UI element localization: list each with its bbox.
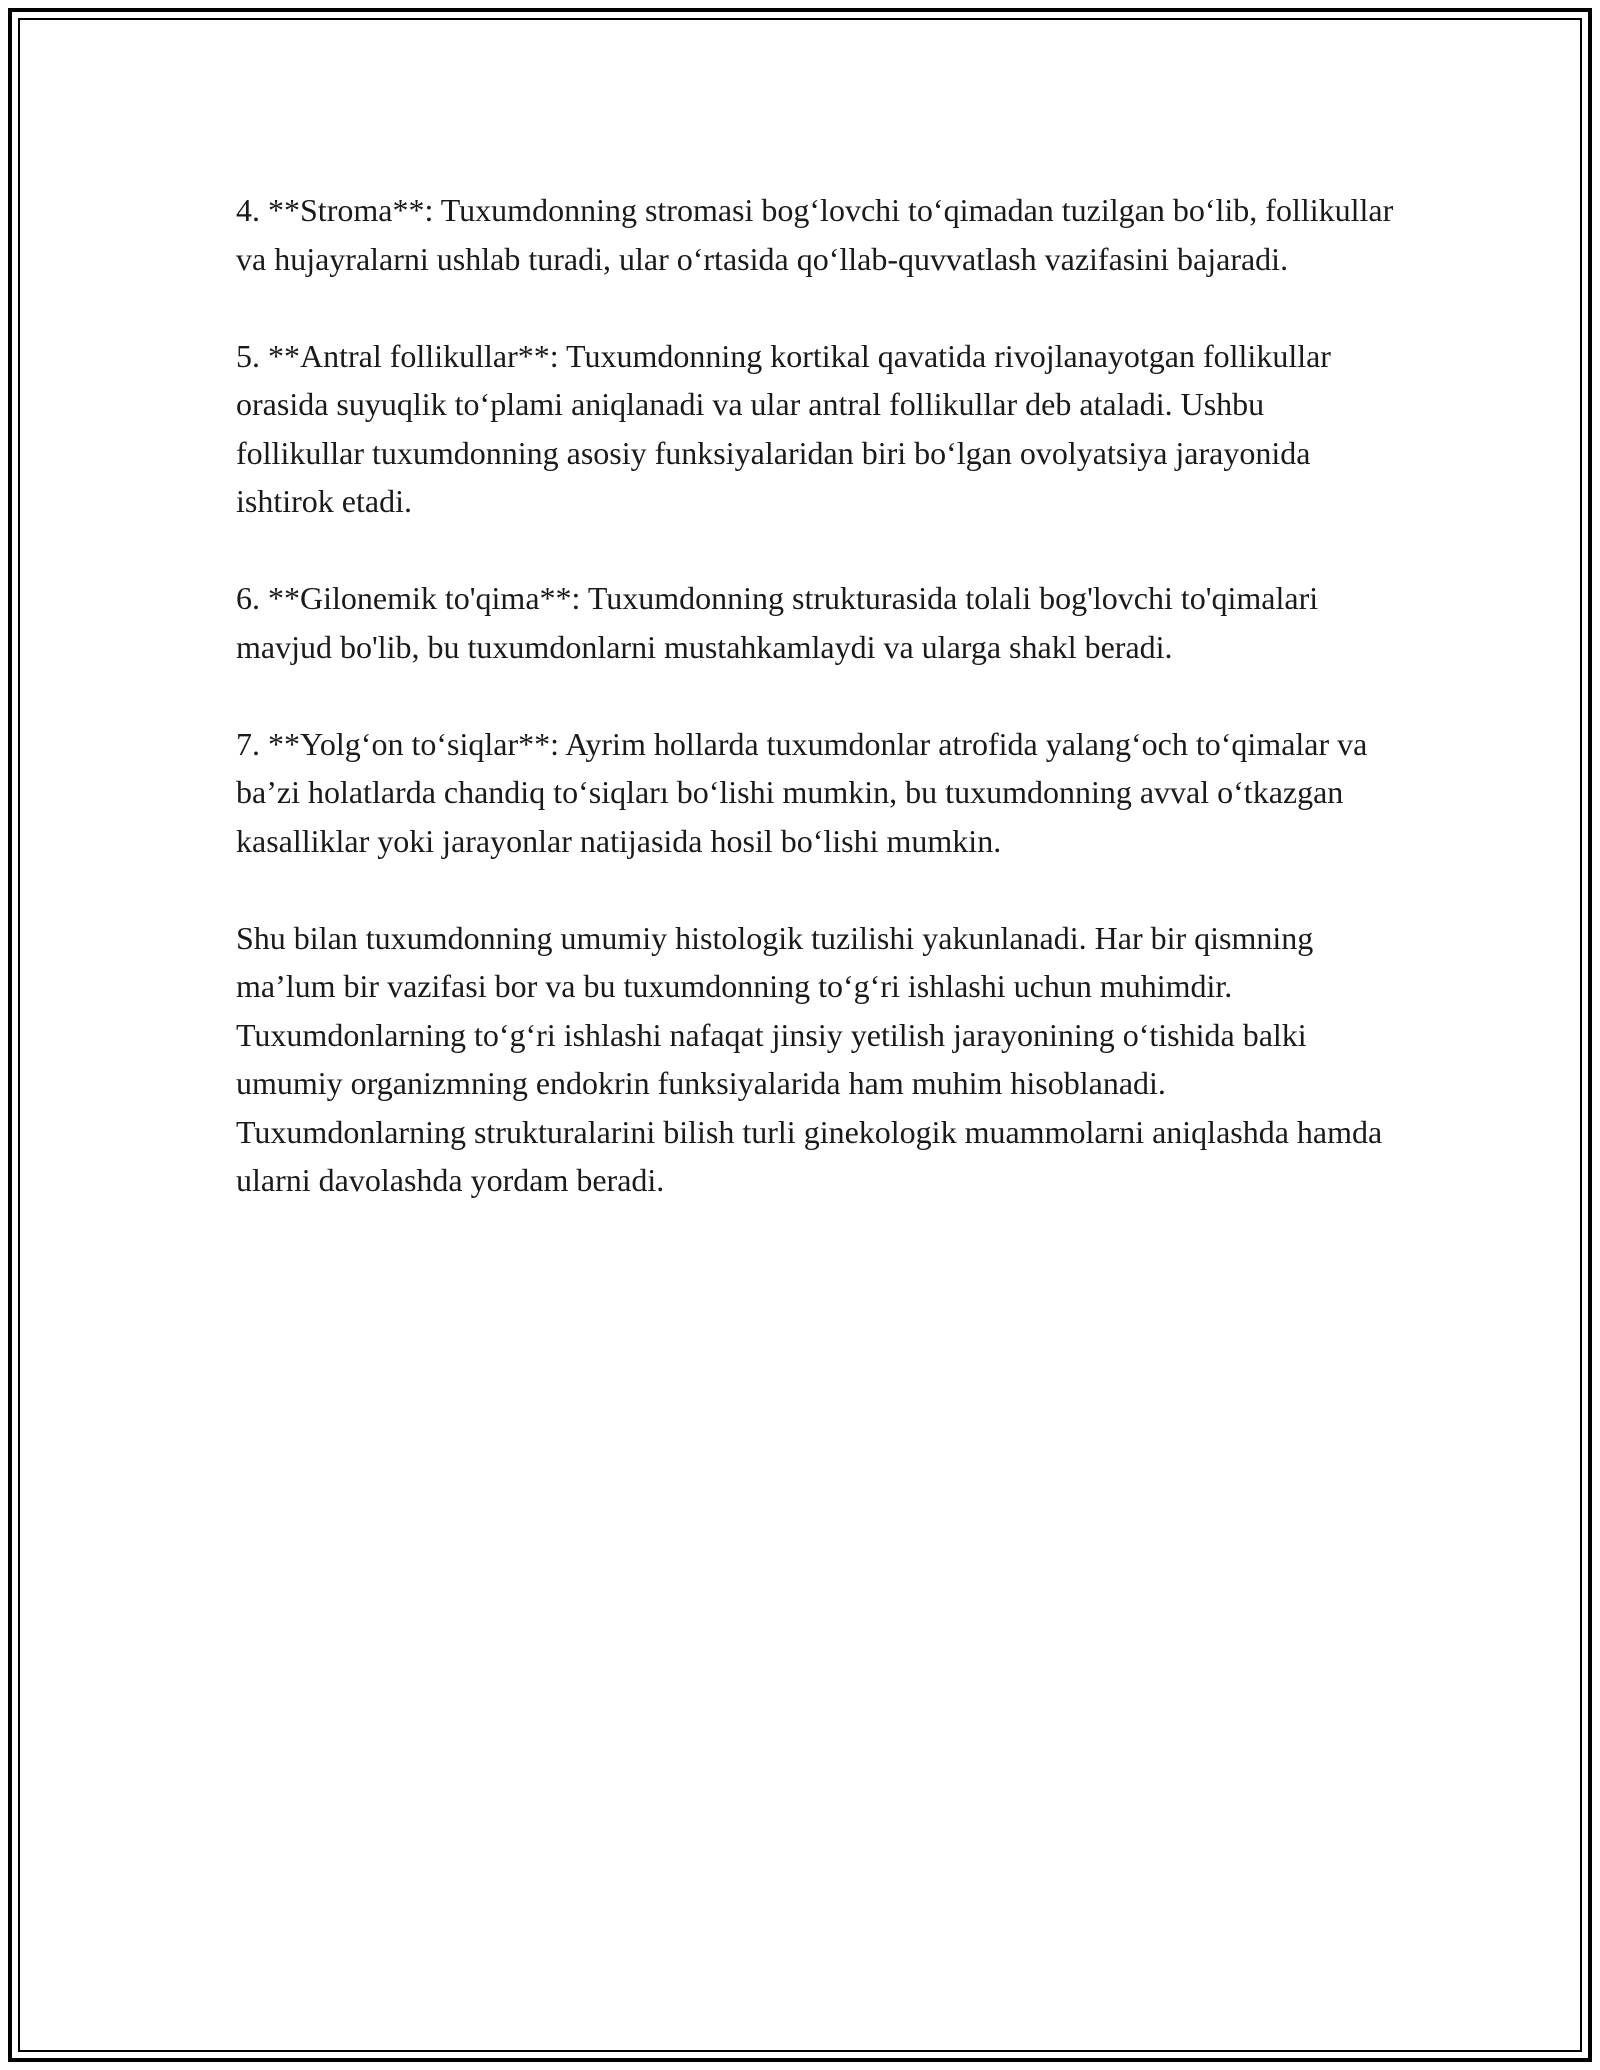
paragraph-antral-follikullar: 5. **Antral follikullar**: Tuxumdonning kortikal qavatida rivojlanayotgan follikullar orasida suyuqlik to‘plami aniqlanadi va ular antral follikullar deb ataladi. Ushbu follikullar tuxumdonning asosiy funksiyalaridan biri bo‘lgan ovolyatsiya jarayonida ishtirok etadi. <box>236 337 1331 519</box>
document-body <box>236 186 1396 1253</box>
paragraph-gilonemik-toqima: 6. **Gilonemik to'qima**: Tuxumdonning strukturasida tolali bog'lovchi to'qimalari mavjud bo'lib, bu tuxumdonlarni mustahkamlaydi va ularga shakl beradi. <box>236 580 1319 665</box>
paragraph-conclusion: Shu bilan tuxumdonning umumiy histologik tuzilishi yakunlanadi. Har bir qismning ma’lum bir vazifasi bor va bu tuxumdonning to‘g‘ri ishlashi uchun muhimdir. Tuxumdonlarning to‘g‘ri ishlashi nafaqat jinsiy yetilish jarayonining o‘tishida balki umumiy organizmning endokrin funksiyalarida ham muhim hisoblanadi. Tuxumdonlarning strukturalarini bilish turli ginekologik muammolarni aniqlashda hamda ularni davolashda yordam beradi. <box>236 919 1383 1198</box>
paragraph-yolgon-tosiqlar: 7. **Yolg‘on to‘siqlar**: Ayrim hollarda tuxumdonlar atrofida yalang‘och to‘qimalar va ba’zi holatlarda chandiq to‘siqları bo‘lishi mumkin, bu tuxumdonning avval o‘tkazgan kasalliklar yoki jarayonlar natijasida hosil bo‘lishi mumkin. <box>236 725 1368 859</box>
paragraph-stroma: 4. **Stroma**: Tuxumdonning stromasi bog‘lovchi to‘qimadan tuzilgan bo‘lib, follikullar va hujayralarni ushlab turadi, ular o‘rtasida qo‘llab-quvvatlash vazifasini bajaradi. <box>236 192 1394 277</box>
